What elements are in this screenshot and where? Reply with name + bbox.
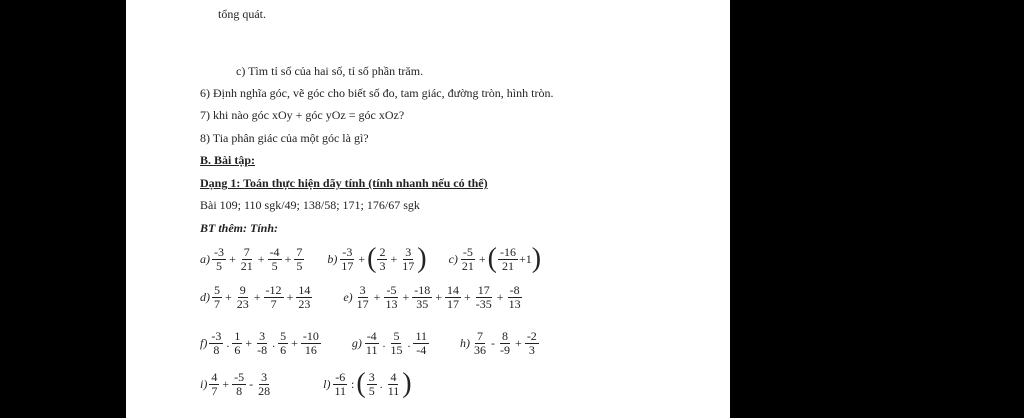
operator: + <box>291 336 298 350</box>
exercise-row-3 <box>200 330 540 357</box>
text-line: tổng quát. <box>218 7 266 21</box>
exercise-label: f) <box>200 336 208 350</box>
numerator: 14 <box>298 283 311 297</box>
operator: - <box>491 336 496 350</box>
fraction <box>400 246 416 273</box>
denominator: 21 <box>461 258 474 273</box>
fraction <box>445 284 461 311</box>
question-7: 7) khi nào góc xOy + góc yOz = góc xOz? <box>200 108 405 122</box>
fraction <box>255 330 269 357</box>
fraction <box>239 246 255 273</box>
numerator: -3 <box>211 329 222 343</box>
denominator: 21 <box>502 258 514 273</box>
exercise-row-2 <box>200 284 524 311</box>
denominator: 17 <box>341 258 354 273</box>
numerator: 3 <box>261 369 268 384</box>
numerator: -5 <box>462 244 473 259</box>
fraction <box>332 371 348 398</box>
exercise-f <box>200 330 322 357</box>
exercise-label: h) <box>460 336 471 350</box>
left-paren: ( <box>367 243 377 274</box>
exercise-g <box>352 330 430 357</box>
section-heading: B. Bài tập: <box>200 153 256 167</box>
operator: + <box>478 251 486 266</box>
numerator: -16 <box>500 244 516 259</box>
fraction <box>412 284 432 311</box>
exercise-label: a) <box>200 251 210 266</box>
exercise-i <box>200 371 273 398</box>
numerator: -5 <box>386 283 397 297</box>
exercise-label: l) <box>323 376 331 391</box>
exercise-row-4 <box>200 370 412 398</box>
operator: . <box>226 336 230 350</box>
denominator: 15 <box>390 343 403 357</box>
operator: + <box>390 251 398 266</box>
fraction <box>355 284 371 311</box>
numerator: 3 <box>359 283 366 297</box>
fraction <box>498 246 518 273</box>
numerator: 14 <box>447 283 460 297</box>
operator: + <box>229 251 236 266</box>
exercise-a <box>200 246 305 273</box>
numerator: -10 <box>302 329 319 343</box>
denominator: -9 <box>500 343 511 357</box>
denominator: 5 <box>216 258 222 273</box>
denominator: 16 <box>304 343 317 357</box>
numerator: 1 <box>234 329 241 343</box>
denominator: 13 <box>385 297 398 311</box>
document-page <box>126 0 730 418</box>
operator: . <box>379 376 383 391</box>
denominator: 11 <box>334 383 347 398</box>
right-paren: ) <box>402 368 412 399</box>
denominator: 36 <box>474 343 487 357</box>
operator: + <box>222 376 230 391</box>
homework-list: Bài 109; 110 sgk/49; 138/58; 171; 176/67 sgk <box>200 198 420 212</box>
fraction <box>413 330 429 357</box>
extra-exercises-heading: BT thêm: Tính: <box>200 221 279 235</box>
fraction <box>232 330 242 357</box>
numerator: 5 <box>214 283 220 297</box>
denominator: 17 <box>447 297 460 311</box>
exercise-d <box>200 284 313 311</box>
exercise-c <box>449 245 542 273</box>
denominator: -8 <box>257 343 268 357</box>
denominator: 21 <box>240 258 253 273</box>
numerator: 5 <box>393 329 400 343</box>
exercise-row-1 <box>200 245 541 273</box>
numerator: -4 <box>269 244 280 259</box>
fraction <box>507 284 523 311</box>
operator: . <box>272 336 276 350</box>
denominator: 23 <box>236 297 249 311</box>
numerator: -12 <box>265 283 282 297</box>
numerator: -18 <box>414 283 431 297</box>
fraction <box>472 330 488 357</box>
denominator: 7 <box>211 383 218 398</box>
numerator: 17 <box>477 283 490 297</box>
exercise-e <box>343 284 523 311</box>
fraction <box>256 371 272 398</box>
numerator: -4 <box>366 329 377 343</box>
text-line: c) Tìm tỉ số của hai số, tỉ số phần trăm. <box>236 64 424 78</box>
operator: + <box>402 290 410 304</box>
fraction <box>209 371 219 398</box>
fraction <box>264 284 284 311</box>
exercise-label: i) <box>200 376 208 391</box>
fraction <box>474 284 494 311</box>
numerator: 3 <box>368 369 375 384</box>
denominator: -35 <box>475 297 492 311</box>
numerator: 5 <box>280 329 287 343</box>
denominator: 8 <box>236 383 243 398</box>
fraction <box>364 330 380 357</box>
operator: + <box>496 290 504 304</box>
denominator: 13 <box>508 297 521 311</box>
denominator: 28 <box>258 383 271 398</box>
numerator: 3 <box>405 244 412 259</box>
operator: + <box>245 336 253 350</box>
operator: . <box>382 336 386 350</box>
operator: +1 <box>519 251 532 266</box>
exercise-l <box>323 370 411 398</box>
numerator: 4 <box>390 369 397 384</box>
fraction <box>278 330 288 357</box>
numerator: 7 <box>477 329 484 343</box>
left-paren: ( <box>487 243 497 274</box>
fraction <box>212 284 222 311</box>
denominator: 17 <box>356 297 369 311</box>
operator: + <box>435 290 443 304</box>
fraction <box>498 330 512 357</box>
numerator: 4 <box>211 369 218 384</box>
operator: . <box>407 336 411 350</box>
numerator: 8 <box>502 329 509 343</box>
exercise-b <box>327 245 426 273</box>
fraction <box>388 330 404 357</box>
fraction <box>296 284 312 311</box>
numerator: 7 <box>243 244 250 259</box>
numerator: -3 <box>214 244 224 259</box>
fraction <box>294 246 304 273</box>
denominator: 3 <box>379 258 386 273</box>
fraction <box>235 284 251 311</box>
right-paren: ) <box>531 243 542 274</box>
denominator: -4 <box>416 343 427 357</box>
exercise-label: b) <box>327 251 338 266</box>
operator: - <box>249 376 254 391</box>
numerator: 3 <box>259 329 266 343</box>
denominator: 7 <box>270 297 277 311</box>
exercise-label: g) <box>351 336 362 350</box>
question-6: 6) Định nghĩa góc, vẽ góc cho biết số đo, tam giác, đường tròn, hình tròn. <box>200 86 554 100</box>
denominator: 11 <box>387 383 400 398</box>
numerator: -2 <box>526 329 537 343</box>
fraction <box>377 246 387 273</box>
exercise-label: e) <box>343 290 353 304</box>
numerator: 9 <box>239 283 246 297</box>
denominator: 8 <box>213 343 220 357</box>
operator: + <box>225 290 232 304</box>
denominator: 5 <box>368 383 375 398</box>
operator: + <box>257 251 265 266</box>
operator: + <box>253 290 261 304</box>
denominator: 35 <box>416 297 429 311</box>
operator: + <box>284 251 292 266</box>
operator: + <box>358 251 366 266</box>
denominator: 23 <box>298 297 311 311</box>
operator: + <box>464 290 471 304</box>
left-paren: ( <box>356 368 366 399</box>
numerator: -5 <box>234 369 245 384</box>
operator: + <box>286 290 294 304</box>
denominator: 17 <box>402 258 415 273</box>
operator: + <box>373 290 381 304</box>
denominator: 6 <box>234 343 241 357</box>
numerator: 2 <box>379 244 386 259</box>
exercise-label: d) <box>200 290 210 304</box>
subsection-heading: Dạng 1: Toán thực hiện dãy tính (tính nhanh nếu có thể) <box>200 176 488 190</box>
denominator: 3 <box>528 343 535 357</box>
denominator: 5 <box>271 258 278 273</box>
fraction <box>268 246 282 273</box>
operator: : <box>351 376 355 391</box>
fraction <box>460 246 476 273</box>
numerator: 7 <box>296 244 303 259</box>
fraction <box>339 246 355 273</box>
fraction <box>367 371 377 398</box>
numerator: 11 <box>415 329 428 343</box>
right-paren: ) <box>417 243 427 274</box>
exercise-h <box>460 330 540 357</box>
denominator: 11 <box>365 343 378 357</box>
fraction <box>386 371 402 398</box>
fraction <box>209 330 223 357</box>
numerator: -6 <box>335 369 346 384</box>
numerator: -3 <box>342 244 353 259</box>
fraction <box>212 246 226 273</box>
denominator: 6 <box>280 343 287 357</box>
denominator: 5 <box>296 258 303 273</box>
operator: + <box>515 336 522 350</box>
fraction <box>525 330 539 357</box>
fraction <box>301 330 321 357</box>
fraction <box>383 284 399 311</box>
exercise-label: c) <box>448 251 458 266</box>
denominator: 7 <box>214 297 220 311</box>
fraction <box>232 371 246 398</box>
numerator: -8 <box>509 283 520 297</box>
question-8: 8) Tia phân giác của một góc là gì? <box>200 131 369 145</box>
